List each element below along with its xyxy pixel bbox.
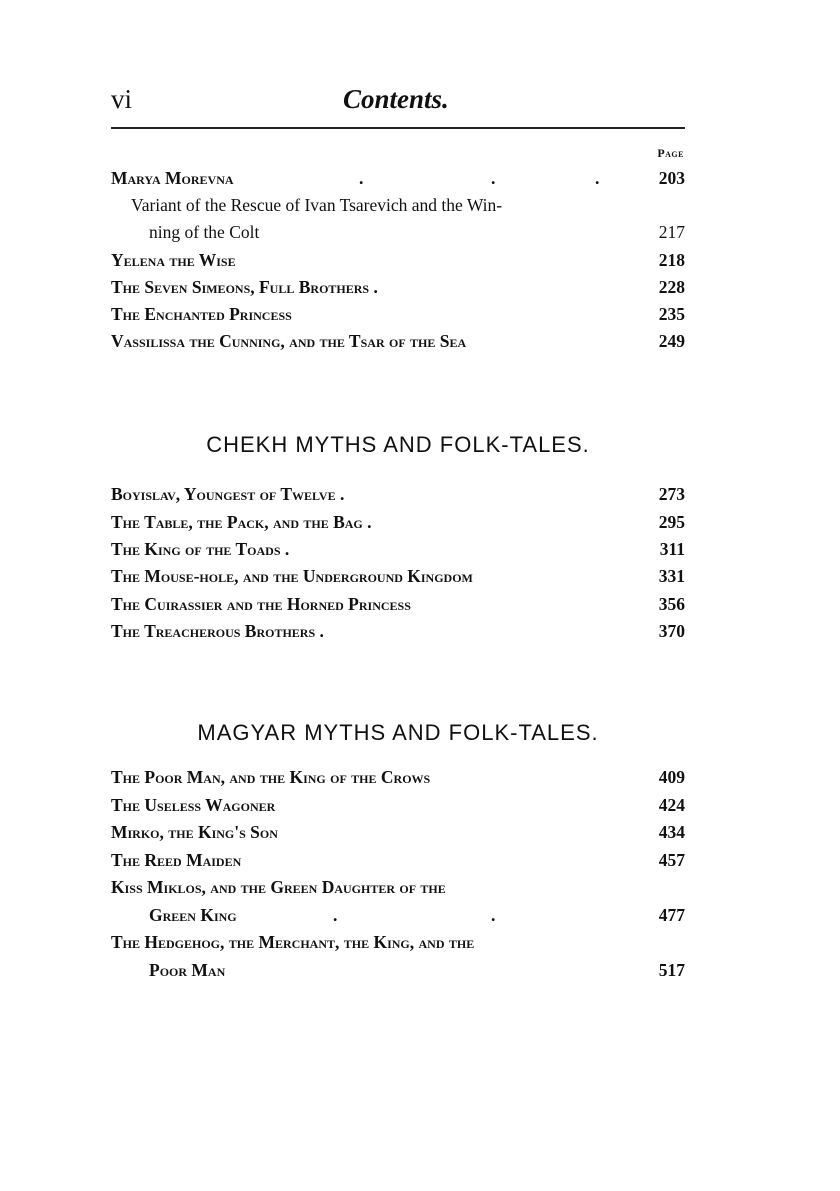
toc-entry-title: Vassilissa the Cunning, and the Tsar of the Sea xyxy=(111,331,467,351)
toc-entry-title: The Useless Wagoner xyxy=(111,795,276,815)
toc-entry-title: Boyislav, Youngest of Twelve . xyxy=(111,484,345,504)
toc-entry xyxy=(111,331,685,358)
toc-entry-page: 477 xyxy=(658,905,685,925)
toc-entry-page: 517 xyxy=(658,960,685,980)
toc-entry-title: The Treacherous Brothers . xyxy=(111,621,324,641)
section-heading-chekh: CHEKH MYTHS AND FOLK-TALES. xyxy=(206,432,590,457)
toc-entry xyxy=(111,594,685,621)
leader-dots: . xyxy=(491,905,496,925)
toc-entry-page: 218 xyxy=(658,250,685,270)
toc-entry-title: The Hedgehog, the Merchant, the King, and the xyxy=(111,932,475,952)
toc-entry-page: 295 xyxy=(658,512,685,532)
toc-entry-page: 356 xyxy=(658,594,685,614)
toc-entry xyxy=(111,932,685,959)
toc-entry-page: 228 xyxy=(658,277,685,297)
toc-entry xyxy=(111,539,685,566)
toc-entry-page: 409 xyxy=(658,767,685,787)
toc-entry xyxy=(111,195,685,222)
toc-entry-title: The Reed Maiden xyxy=(111,850,242,870)
toc-entry-page: 217 xyxy=(658,222,685,242)
toc-entry-page: 457 xyxy=(658,850,685,870)
toc-entry-page: 203 xyxy=(658,168,685,188)
toc-entry xyxy=(111,304,685,331)
toc-entry-title: Yelena the Wise xyxy=(111,250,236,270)
toc-entry-title: The Mouse-hole, and the Underground Kingdom xyxy=(111,566,473,586)
toc-entry-title: ning of the Colt xyxy=(149,222,260,242)
page-number: vi xyxy=(111,84,133,114)
toc-entry-title: The Poor Man, and the King of the Crows xyxy=(111,767,431,787)
section-heading-magyar: MAGYAR MYTHS AND FOLK-TALES. xyxy=(197,720,599,745)
toc-entry xyxy=(111,621,685,648)
toc-entry-title: Variant of the Rescue of Ivan Tsarevich and the Win- xyxy=(131,195,503,215)
leader-dots: . xyxy=(491,168,496,188)
toc-entry xyxy=(111,767,685,794)
toc-entry-page: 249 xyxy=(658,331,685,351)
toc-entry-page: 235 xyxy=(658,304,685,324)
toc-entry-page: 424 xyxy=(658,795,685,815)
toc-entry-title: Green King xyxy=(149,905,237,925)
toc-entry-title: The Enchanted Princess xyxy=(111,304,292,324)
toc-entry-page: 311 xyxy=(659,539,685,559)
toc-entry xyxy=(111,960,685,987)
toc-entry-page: 370 xyxy=(658,621,685,641)
toc-entry xyxy=(111,250,685,277)
toc-entry xyxy=(111,512,685,539)
toc-entry-page: 273 xyxy=(658,484,685,504)
toc-entry-title: The Cuirassier and the Horned Princess xyxy=(111,594,411,614)
leader-dots: . xyxy=(359,168,364,188)
toc-entry xyxy=(111,850,685,877)
toc-entry-title: The Seven Simeons, Full Brothers . xyxy=(111,277,378,297)
toc-entry xyxy=(111,168,685,195)
toc-entry-page: 331 xyxy=(658,566,685,586)
toc-entry xyxy=(111,822,685,849)
toc-entry-title: Poor Man xyxy=(149,960,226,980)
toc-entry-title: The Table, the Pack, and the Bag . xyxy=(111,512,372,532)
toc-entry xyxy=(111,905,685,932)
page-column-label: Page xyxy=(657,146,684,160)
leader-dots: . xyxy=(333,905,338,925)
toc-entry xyxy=(111,566,685,593)
toc-entry-page: 434 xyxy=(658,822,685,842)
toc-entry-title: The King of the Toads . xyxy=(111,539,290,559)
toc-entry xyxy=(111,222,685,249)
toc-entry xyxy=(111,277,685,304)
header-rule xyxy=(111,127,685,129)
page-title: Contents. xyxy=(343,84,449,114)
toc-entry-title: Kiss Miklos, and the Green Daughter of the xyxy=(111,877,446,897)
toc-entry-title: Marya Morevna xyxy=(111,168,234,188)
toc-entry xyxy=(111,877,685,904)
toc-entry xyxy=(111,484,685,511)
toc-entry xyxy=(111,795,685,822)
toc-entry-title: Mirko, the King's Son xyxy=(111,822,278,842)
leader-dots: . xyxy=(595,168,600,188)
